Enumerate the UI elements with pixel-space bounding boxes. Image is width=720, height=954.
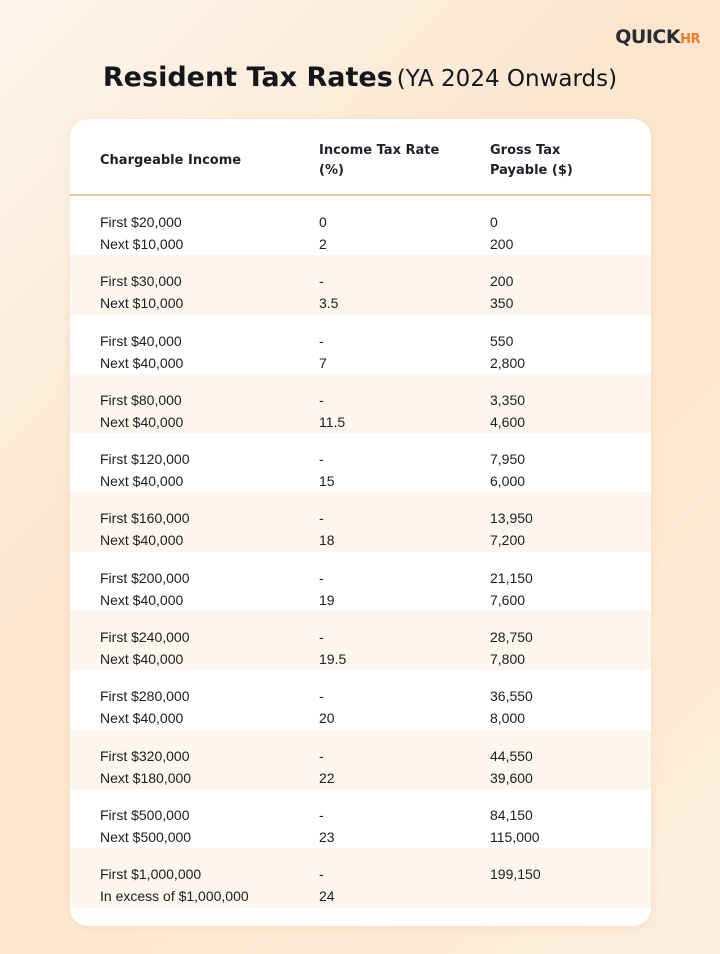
income-cell-line: First $160,000 (100, 510, 190, 527)
income-cell-line: Next $40,000 (100, 413, 184, 430)
tax-cell-line: 200 (490, 236, 514, 252)
header-rate-line1: Income Tax Rate (319, 143, 440, 158)
rate-cell (319, 685, 335, 729)
rate-cell (319, 330, 327, 374)
tax-cell (490, 270, 513, 314)
income-cell-line: First $30,000 (100, 273, 182, 290)
tax-cell (490, 389, 525, 433)
header-tax-line2: Payable ($) (490, 163, 573, 178)
tax-cell-line: 39,600 (490, 769, 533, 786)
header-rate-line2: (%) (319, 163, 344, 178)
income-cell-line: First $1,000,000 (100, 866, 202, 883)
table-row (70, 670, 651, 729)
rate-cell-line: 24 (319, 888, 335, 905)
tax-cell (490, 804, 540, 848)
tax-cell-line: 350 (490, 295, 514, 312)
rate-cell-line: 11.5 (319, 413, 346, 430)
tax-cell (490, 330, 525, 374)
rate-cell-line: - (319, 569, 324, 586)
tax-cell-line: 21,150 (490, 569, 533, 586)
income-cell (100, 448, 190, 492)
tax-cell-line: 44,550 (490, 747, 533, 764)
tax-cell-line: 36,550 (490, 688, 533, 705)
rate-cell-line: - (319, 747, 324, 764)
income-cell-line: First $40,000 (100, 332, 182, 349)
title-main: Resident Tax Rates (102, 62, 393, 93)
tax-cell (490, 863, 541, 907)
header-gross-tax-payable (490, 141, 630, 181)
income-cell (100, 804, 191, 848)
tax-rate-table (70, 119, 651, 926)
income-cell-line: Next $500,000 (100, 828, 192, 845)
rate-cell (319, 567, 335, 611)
rate-cell-line: 18 (319, 532, 335, 549)
table-row (70, 611, 651, 670)
tax-cell-line: 28,750 (490, 629, 533, 646)
income-cell-line: First $80,000 (100, 391, 182, 408)
tax-cell-line: 7,800 (490, 651, 526, 668)
logo-suffix: HR (680, 32, 700, 47)
income-cell (100, 330, 183, 374)
title-sub: (YA 2024 Onwards) (396, 66, 618, 92)
table-header (70, 119, 651, 196)
tax-cell-line: 3,350 (490, 391, 526, 408)
tax-cell-line (490, 885, 541, 907)
rate-cell (319, 626, 346, 670)
rate-cell-line: - (319, 688, 324, 705)
table-row (70, 552, 651, 611)
income-cell (100, 626, 190, 670)
rate-cell-line: 19 (319, 591, 335, 608)
income-cell-line: Next $40,000 (100, 651, 184, 668)
rate-cell-line: - (319, 451, 324, 468)
tax-cell-line: 200 (490, 273, 514, 290)
income-cell-line: First $320,000 (100, 747, 190, 764)
rate-cell-line: 2 (319, 236, 327, 252)
quickhr-logo (615, 26, 700, 48)
rate-cell-line: - (319, 866, 324, 883)
income-cell-line: Next $40,000 (100, 710, 184, 727)
rate-cell-line: 0 (319, 214, 327, 230)
income-cell (100, 270, 183, 314)
tax-cell-line: 84,150 (490, 806, 533, 823)
income-cell-line: In excess of $1,000,000 (100, 888, 249, 905)
rate-cell (319, 507, 335, 551)
header-tax-line1: Gross Tax (490, 143, 561, 158)
table-row (70, 374, 651, 433)
income-cell (100, 745, 191, 789)
tax-cell (490, 507, 533, 551)
rate-cell-line: - (319, 332, 324, 349)
income-cell-line: First $20,000 (100, 214, 182, 230)
logo-text: QUICK (615, 26, 681, 48)
tax-cell (490, 211, 513, 255)
rate-cell (319, 863, 335, 907)
tax-cell-line: 199,150 (490, 866, 541, 883)
tax-cell-line: 6,000 (490, 473, 526, 490)
income-cell-line: Next $180,000 (100, 769, 192, 786)
tax-cell-line: 7,950 (490, 451, 526, 468)
rate-cell-line: 15 (319, 473, 335, 490)
rate-cell-line: 7 (319, 354, 327, 371)
rate-cell-line: 23 (319, 828, 335, 845)
rate-cell (319, 804, 335, 848)
rate-cell (319, 448, 335, 492)
income-cell (100, 685, 190, 729)
rate-cell (319, 745, 335, 789)
income-cell-line: First $240,000 (100, 629, 190, 646)
income-cell-line: Next $40,000 (100, 591, 184, 608)
income-cell (100, 507, 190, 551)
rate-cell (319, 389, 345, 433)
header-chargeable-income: Chargeable Income (100, 153, 242, 168)
rate-cell-line: 20 (319, 710, 335, 727)
tax-cell-line: 115,000 (490, 828, 540, 845)
tax-cell-line: 0 (490, 214, 498, 230)
tax-cell-line: 4,600 (490, 413, 526, 430)
tax-cell-line: 550 (490, 332, 514, 349)
income-cell-line: Next $10,000 (100, 236, 184, 252)
table-row (70, 848, 651, 907)
income-cell (100, 211, 183, 255)
rate-cell-line: 19.5 (319, 651, 347, 668)
table-body (70, 196, 651, 908)
tax-cell (490, 685, 533, 729)
rate-cell (319, 211, 327, 255)
table-row (70, 730, 651, 789)
page-title (0, 62, 720, 93)
table-row (70, 492, 651, 551)
income-cell (100, 863, 249, 907)
tax-cell-line: 13,950 (490, 510, 533, 527)
rate-cell (319, 270, 338, 314)
tax-cell-line: 8,000 (490, 710, 526, 727)
rate-cell-line: 22 (319, 769, 335, 786)
income-cell-line: Next $40,000 (100, 532, 184, 549)
income-cell-line: Next $10,000 (100, 295, 184, 312)
tax-cell-line: 2,800 (490, 354, 526, 371)
table-row (70, 196, 651, 255)
income-cell-line: First $200,000 (100, 569, 190, 586)
tax-cell (490, 567, 533, 611)
tax-cell-line: 7,200 (490, 532, 526, 549)
rate-cell-line: 3.5 (319, 295, 339, 312)
rate-cell-line: - (319, 391, 324, 408)
tax-cell (490, 448, 525, 492)
rate-cell-line: - (319, 629, 324, 646)
table-row (70, 255, 651, 314)
table-row (70, 315, 651, 374)
rate-cell-line: - (319, 806, 324, 823)
tax-cell-line: 7,600 (490, 591, 526, 608)
income-cell-line: Next $40,000 (100, 354, 184, 371)
income-cell-line: First $280,000 (100, 688, 190, 705)
income-cell (100, 567, 190, 611)
header-income-tax-rate (319, 141, 469, 181)
tax-cell (490, 745, 533, 789)
table-row (70, 433, 651, 492)
table-row (70, 789, 651, 848)
tax-cell (490, 626, 533, 670)
rate-cell-line: - (319, 273, 324, 290)
income-cell-line: First $500,000 (100, 806, 190, 823)
income-cell-line: First $120,000 (100, 451, 190, 468)
rate-cell-line: - (319, 510, 324, 527)
income-cell-line: Next $40,000 (100, 473, 184, 490)
income-cell (100, 389, 183, 433)
